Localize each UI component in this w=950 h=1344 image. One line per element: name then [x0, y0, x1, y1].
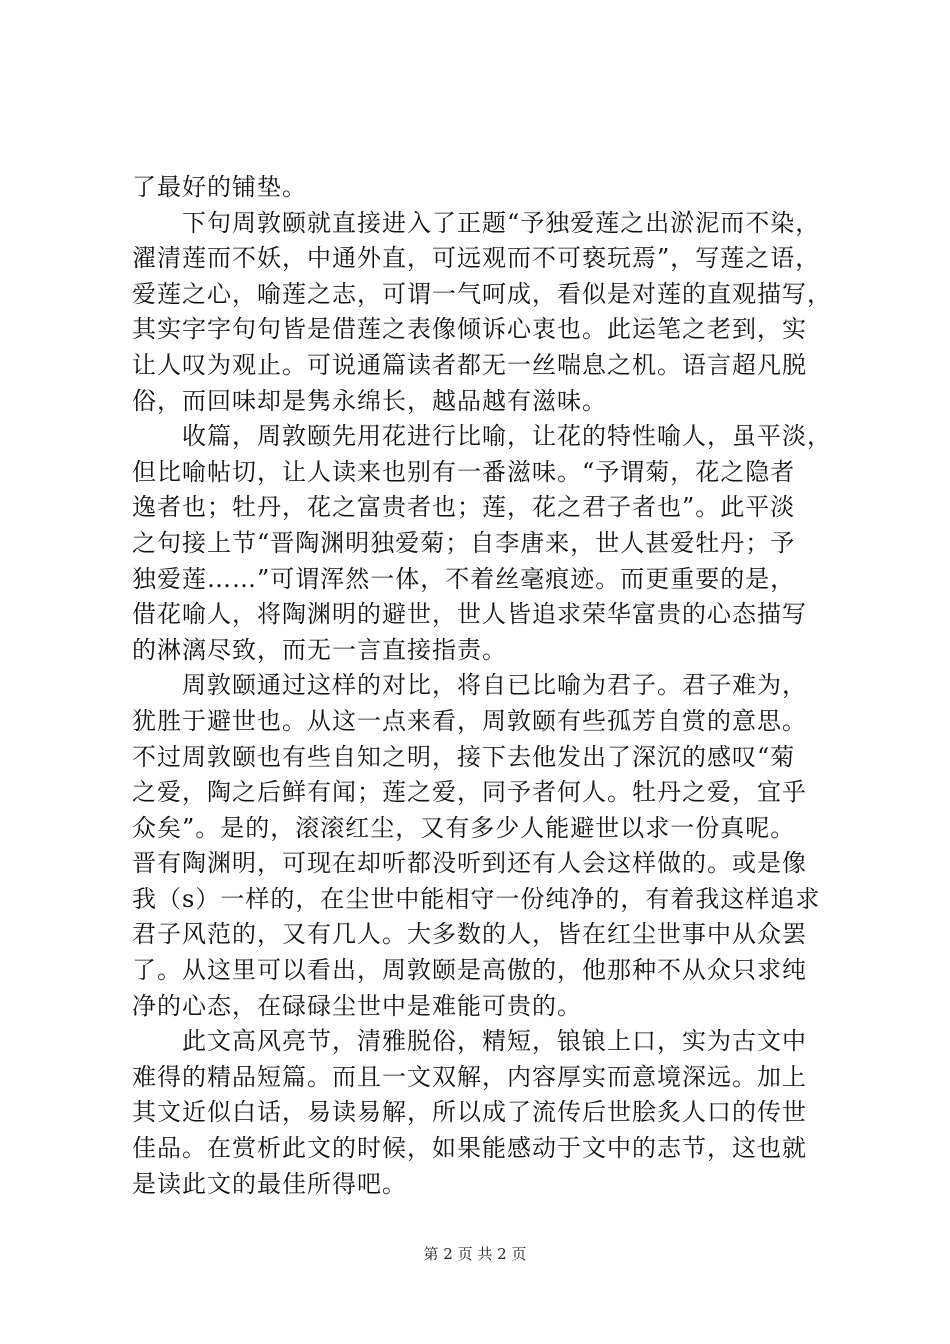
text-line: 之句接上节“晋陶渊明独爱菊；自李唐来，世人甚爱牡丹；予 [132, 528, 796, 557]
text-line: 君子风范的，又有几人。大多数的人，皆在红尘世事中从众罢 [132, 920, 807, 949]
text-line: 周敦颐通过这样的对比，将自已比喻为君子。君子难为， [182, 671, 807, 700]
text-line: 爱莲之心，喻莲之志，可谓一气呵成，看似是对莲的直观描写， [132, 279, 832, 308]
text-line: 其实字字句句皆是借莲之表像倾诉心衷也。此运笔之老到，实 [132, 315, 807, 344]
text-line: 让人叹为观止。可说通篇读者都无一丝喘息之机。语言超凡脱 [132, 350, 807, 379]
text-line: 濯清莲而不妖，中通外直，可远观而不可亵玩焉”，写莲之语， [132, 244, 821, 273]
text-line: 犹胜于避世也。从这一点来看，周敦颐有些孤芳自赏的意思。 [132, 706, 807, 735]
text-line: 之爱，陶之后鲜有闻；莲之爱，同予者何人。牡丹之爱，宜乎 [132, 778, 807, 807]
text-line: 是读此文的最佳所得吧。 [132, 1169, 407, 1198]
text-line: 但比喻帖切，让人读来也别有一番滋味。“予谓菊，花之隐者 [132, 457, 796, 486]
text-line: 逸者也；牡丹，花之富贵者也；莲，花之君子者也”。此平淡 [132, 493, 796, 522]
text-line: 的淋漓尽致，而无一言直接指责。 [132, 635, 507, 664]
text-line: 俗，而回味却是隽永绵长，越品越有滋味。 [132, 386, 607, 415]
text-line: 借花喻人，将陶渊明的避世，世人皆追求荣华富贵的心态描写 [132, 600, 807, 629]
text-line: 佳品。在赏析此文的时候，如果能感动于文中的志节，这也就 [132, 1134, 807, 1163]
text-line: 晋有陶渊明，可现在却听都没听到还有人会这样做的。或是像 [132, 849, 807, 878]
text-line: 收篇，周敦颐先用花进行比喻，让花的特性喻人，虽平淡， [182, 422, 832, 451]
page-footer: 第 2 页 共 2 页 [423, 1245, 527, 1263]
text-line: 独爱莲……”可谓浑然一体，不着丝毫痕迹。而更重要的是， [132, 564, 796, 593]
text-line: 其文近似白话，易读易解，所以成了流传后世脍炙人口的传世 [132, 1098, 807, 1127]
text-line: 难得的精品短篇。而且一文双解，内容厚实而意境深远。加上 [132, 1062, 807, 1091]
text-line: 了。从这里可以看出，周敦颐是高傲的，他那种不从众只求纯 [132, 956, 807, 985]
text-line: 众矣”。是的，滚滚红尘，又有多少人能避世以求一份真呢。 [132, 813, 796, 842]
text-line: 净的心态，在碌碌尘世中是难能可贵的。 [132, 991, 582, 1020]
text-line: 此文高风亮节，清雅脱俗，精短，锒锒上口，实为古文中 [182, 1027, 807, 1056]
document-body [132, 170, 832, 1202]
text-line: 我（s）一样的，在尘世中能相守一份纯净的，有着我这样追求 [132, 884, 821, 913]
text-line: 了最好的铺垫。 [132, 173, 307, 201]
text-line: 下句周敦颐就直接进入了正题“予独爱莲之出淤泥而不染， [182, 208, 821, 237]
text-line: 不过周敦颐也有些自知之明，接下去他发出了深沉的感叹“菊 [132, 742, 796, 771]
